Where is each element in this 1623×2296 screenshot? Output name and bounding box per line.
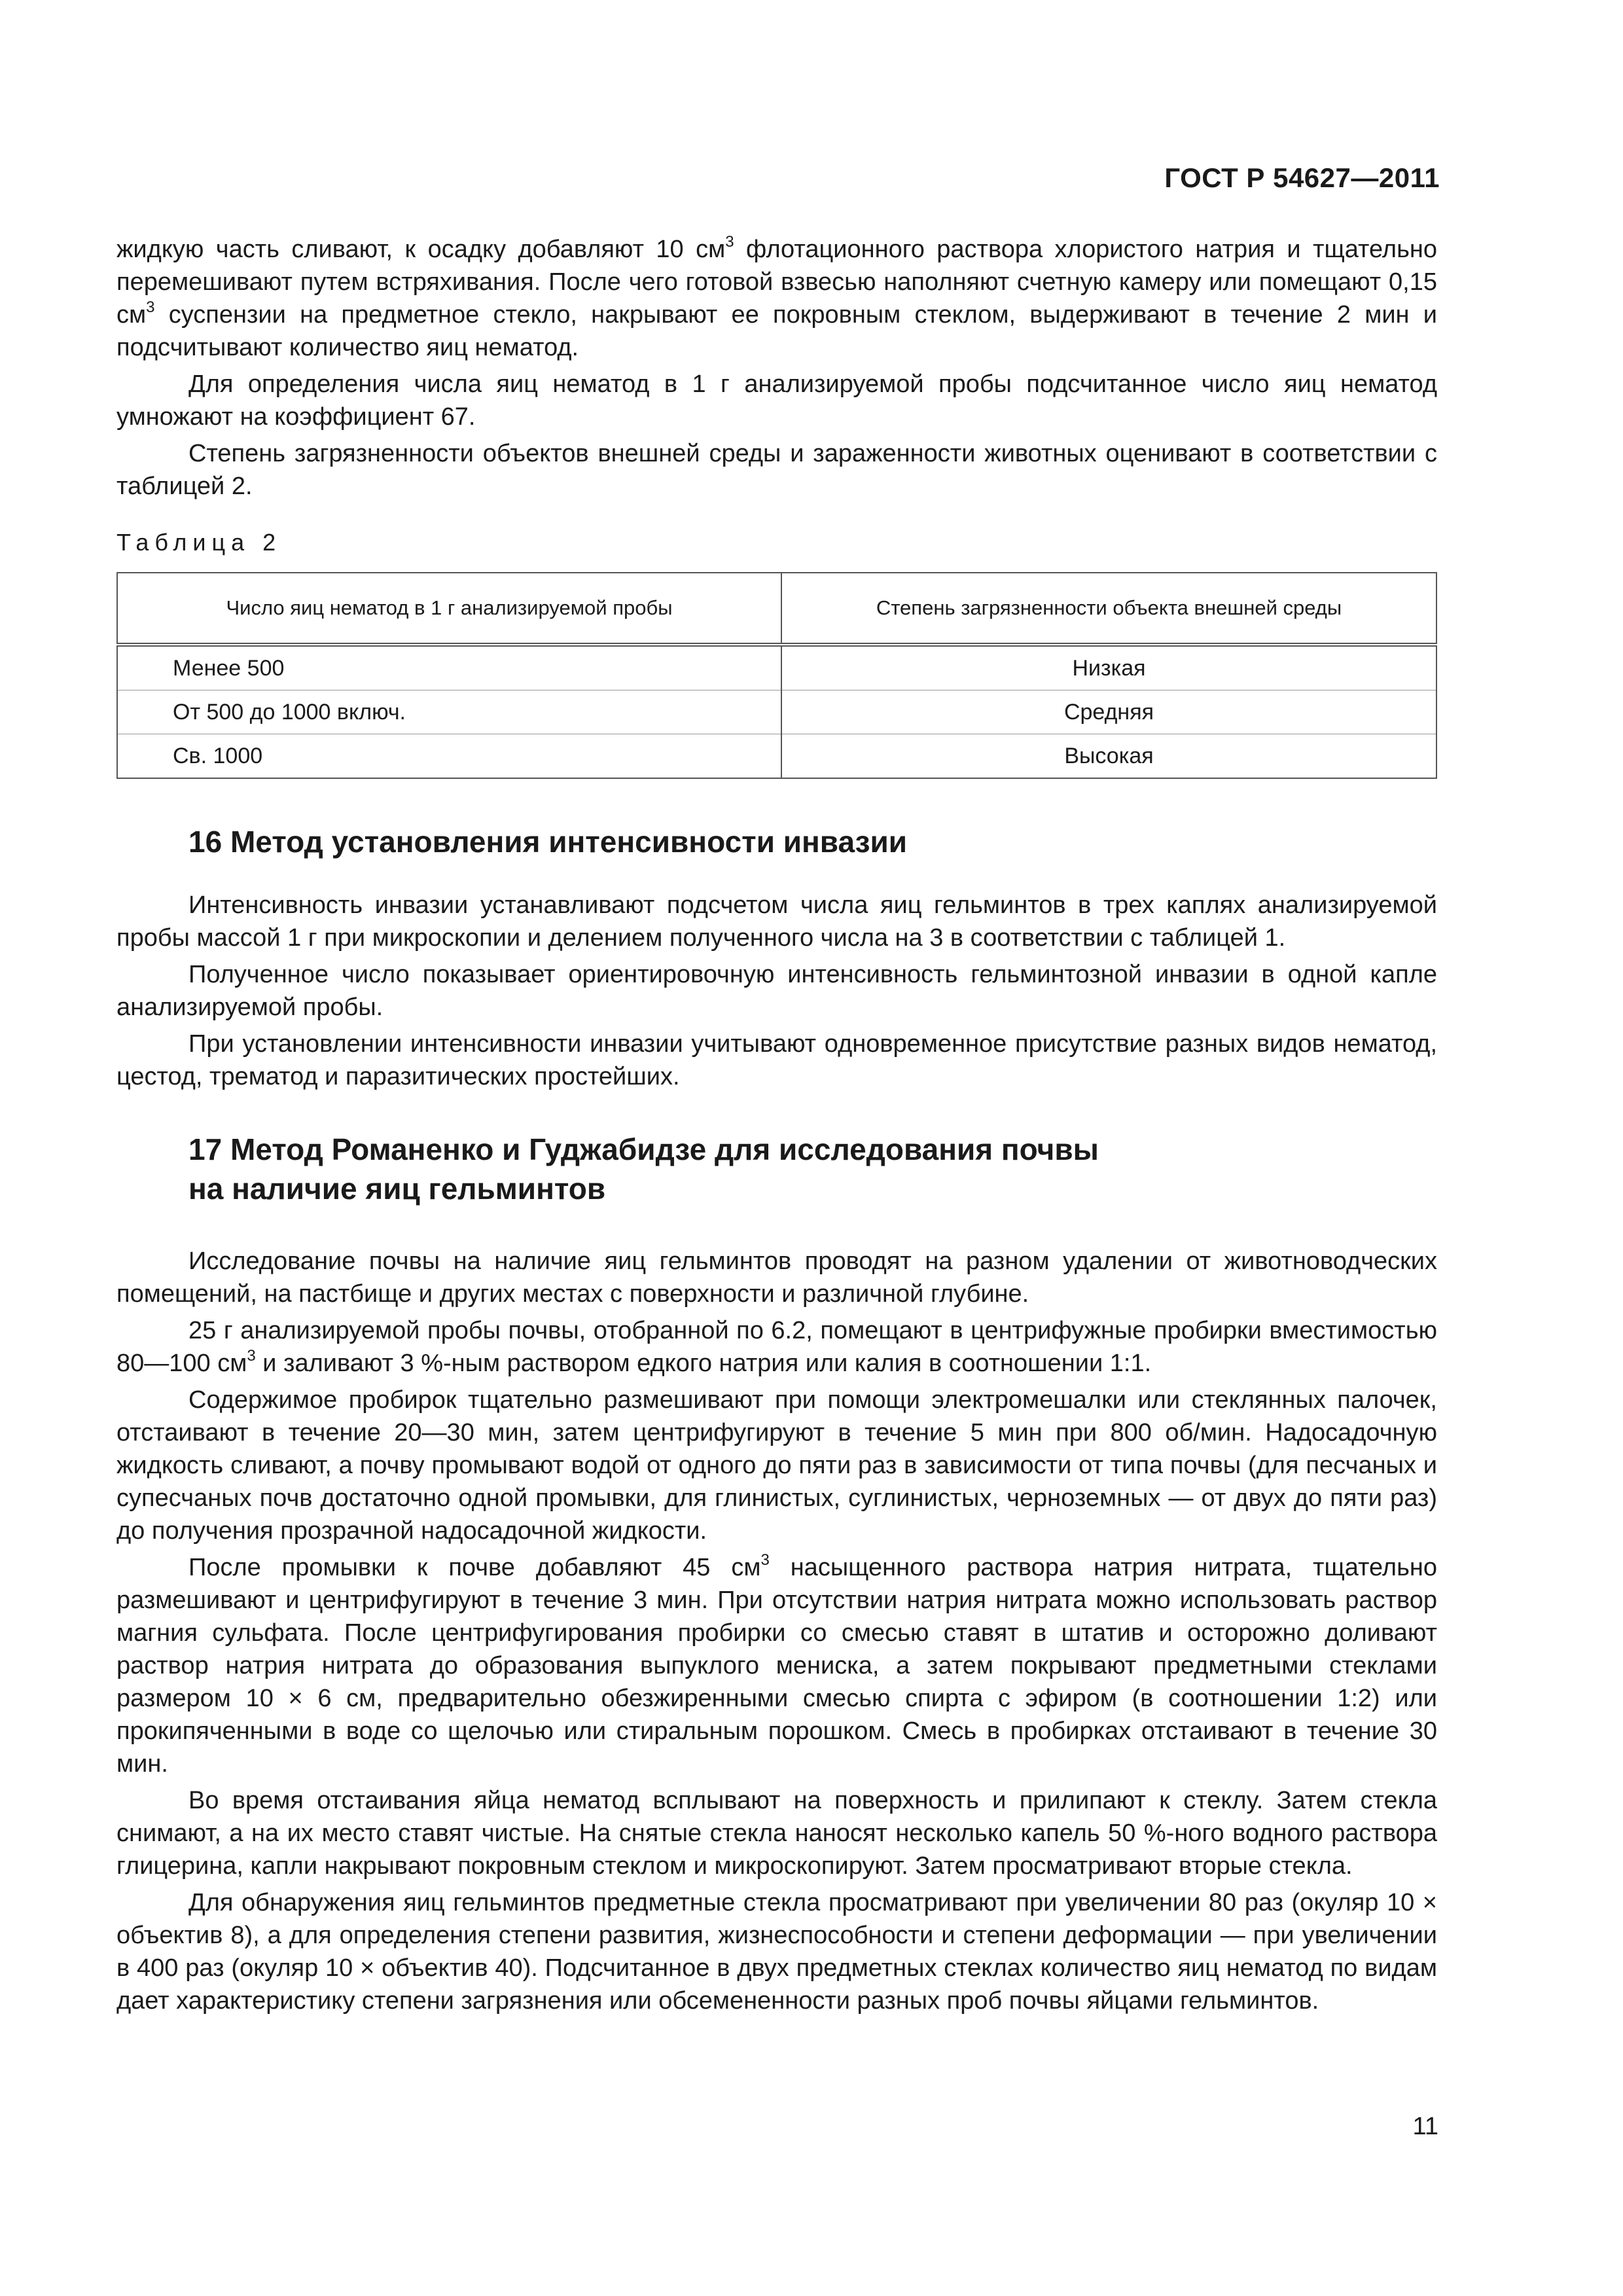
section-17-paragraph-1: Исследование почвы на наличие яиц гельминтов проводят на разном удалении от животноводческих помещений, на пастбище и других местах с поверхности и различной глубине. bbox=[116, 1247, 1437, 1308]
table-cell: Св. 1000 bbox=[117, 734, 781, 779]
section-17-heading-line-2: на наличие яиц гельминтов bbox=[188, 1172, 606, 1206]
section-16-text bbox=[116, 889, 1437, 1097]
section-17-paragraph-4: После промывки к почве добавляют 45 $см^3$ насыщенного раствора натрия нитрата, тщательно размешивают и центрифугируют в течение 3 мин. При отсутствии натрия нитрата можно использовать раствор магния сульфата. После центрифугирования пробирки со смесью ставят в штатив и осторожно доливают раствор натрия нитрата до образования выпуклого мениска, а затем покрывают предметными стеклами размером 10 × 6 см, предварительно обезжиренными смесью спирта с эфиром (в соотношении 1:2) или прокипяченными в воде со щелочью или стиральным порошком. Смесь в пробирках отстаивают в течение 30 мин. bbox=[116, 1551, 1437, 1778]
section-16-heading: 16 Метод установления интенсивности инвазии bbox=[188, 825, 908, 859]
table-cell: Средняя bbox=[781, 691, 1436, 734]
table-header-row bbox=[117, 573, 1436, 645]
section-17-paragraph-2: 25 г анализируемой пробы почвы, отобранной по 6.2, помещают в центрифужные пробирки вместимостью 80—100 $см^3$ и заливают 3 %-ным раствором едкого натрия или калия в соотношении 1:1. bbox=[116, 1317, 1437, 1377]
intro-paragraph-1: жидкую часть сливают, к осадку добавляют 10 $см^3$ флотационного раствора хлористого натрия и тщательно перемешивают путем встряхивания. После чего готовой взвесью наполняют счетную камеру или помещают 0,15 $см^3$ суспензии на предметное стекло, накрывают ее покровным стеклом, выдерживают в течение 2 мин и подсчитывают количество яиц нематод. bbox=[116, 233, 1437, 361]
section-16-paragraph-1: Интенсивность инвазии устанавливают подсчетом числа яиц гельминтов в трех каплях анализируемой пробы массой 1 г при микроскопии и делением полученного числа на 3 в соответствии с таблицей 1. bbox=[116, 891, 1437, 952]
section-16-paragraph-3: При установлении интенсивности инвазии учитывают одновременное присутствие разных видов нематод, цестод, трематод и паразитических простейших. bbox=[116, 1030, 1437, 1090]
page-number: 11 bbox=[1412, 2113, 1438, 2140]
section-17-paragraph-5: Во время отстаивания яйца нематод всплывают на поверхность и прилипают к стеклу. Затем стекла снимают, а на их место ставят чистые. На снятые стекла наносят несколько капель 50 %-ного водного раствора глицерина, капли накрывают покровным стеклом и микроскопируют. Затем просматривают вторые стекла. bbox=[116, 1787, 1437, 1880]
section-17-paragraph-6: Для обнаружения яиц гельминтов предметные стекла просматривают при увеличении 80 раз (окуляр 10 × объектив 8), а для определения степени развития, жизнеспособности и степени деформации — при увеличении в 400 раз (окуляр 10 × объектив 40). Подсчитанное в двух предметных стеклах количество яиц нематод по видам дает характеристику степени загрязнения или обсемененности разных проб почвы яйцами гельминтов. bbox=[116, 1889, 1437, 2015]
document-number-header: ГОСТ Р 54627—2011 bbox=[1164, 162, 1440, 193]
table-cell: От 500 до 1000 включ. bbox=[117, 691, 781, 734]
table-header-cell: Число яиц нематод в 1 г анализируемой пробы bbox=[117, 573, 781, 645]
section-17-heading-line-1: 17 Метод Романенко и Гуджабидзе для исследования почвы bbox=[188, 1132, 1099, 1166]
table-2 bbox=[116, 572, 1437, 779]
table-row bbox=[117, 734, 1436, 779]
section-17-paragraph-3: Содержимое пробирок тщательно размешивают при помощи электромешалки или стеклянных палочек, отстаивают в течение 20—30 мин, затем центрифугируют в течение 5 мин при 800 об/мин. Надосадочную жидкость сливают, а почву промывают водой от одного до пяти раз в зависимости от типа почвы (для песчаных и супесчаных почв достаточно одной промывки, для глинистых, суглинистых, черноземных — от двух до пяти раз) до получения прозрачной надосадочной жидкости. bbox=[116, 1386, 1437, 1545]
section-17-heading bbox=[188, 1130, 1099, 1208]
table-header-cell: Степень загрязненности объекта внешней среды bbox=[781, 573, 1436, 645]
table-cell: Менее 500 bbox=[117, 645, 781, 691]
table-cell: Высокая bbox=[781, 734, 1436, 779]
table-row bbox=[117, 645, 1436, 691]
table-cell: Низкая bbox=[781, 645, 1436, 691]
table-caption: Таблица 2 bbox=[116, 529, 282, 556]
intro-paragraph-2: Для определения числа яиц нематод в 1 г анализируемой пробы подсчитанное число яиц нематод умножают на коэффициент 67. bbox=[116, 370, 1437, 431]
section-16-paragraph-2: Полученное число показывает ориентировочную интенсивность гельминтозной инвазии в одной капле анализируемой пробы. bbox=[116, 961, 1437, 1021]
intro-text bbox=[116, 233, 1437, 507]
table-row bbox=[117, 691, 1436, 734]
intro-paragraph-3: Степень загрязненности объектов внешней среды и зараженности животных оценивают в соответствии с таблицей 2. bbox=[116, 440, 1437, 500]
section-17-text bbox=[116, 1245, 1437, 2021]
